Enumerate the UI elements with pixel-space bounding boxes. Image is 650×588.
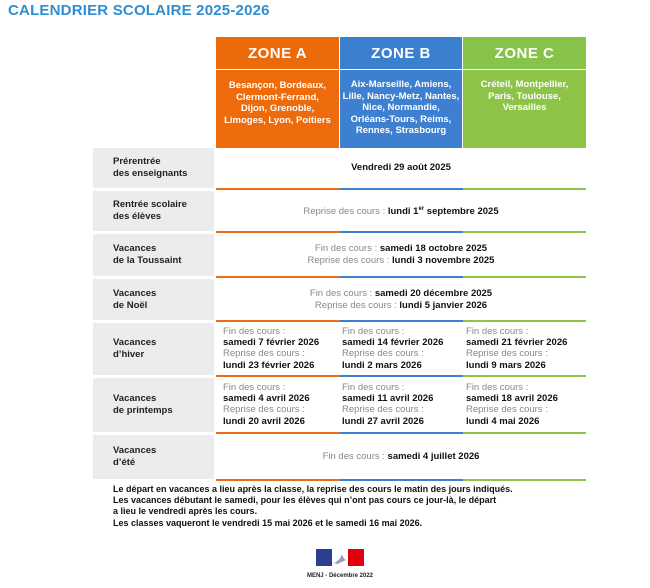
row-separator — [216, 188, 586, 190]
row-separator — [216, 231, 586, 233]
row-label-toussaint: Vacances de la Toussaint — [93, 234, 214, 276]
row-separator — [216, 479, 586, 481]
row-label-hiver: Vacances d’hiver — [93, 323, 214, 375]
row-label-printemps: Vacances de printemps — [93, 378, 214, 432]
row-separator — [216, 276, 586, 278]
row-value-rentree: Reprise des cours : lundi 1er septembre 2025 — [303, 206, 499, 218]
row-label-rentree: Rentrée scolaire des élèves — [93, 191, 214, 231]
zone-b-header: ZONE B — [340, 37, 462, 69]
zone-c-header: ZONE C — [463, 37, 586, 69]
notes — [113, 484, 513, 529]
row-label-prerentree: Prérentrée des enseignants — [93, 148, 214, 188]
printemps-zone-a: Fin des cours : samedi 4 avril 2026 Reprise des cours : lundi 20 avril 2026 — [223, 382, 310, 427]
hiver-zone-b: Fin des cours : samedi 14 février 2026 Reprise des cours : lundi 2 mars 2026 — [342, 326, 444, 371]
note-line: a lieu le vendredi après les cours. — [113, 506, 258, 517]
footer-credit: MENJ - Décembre 2022 — [306, 573, 374, 579]
note-line: Les classes vaqueront le vendredi 15 mai 2026 et le samedi 16 mai 2026. — [113, 517, 423, 528]
note-line: Le départ en vacances a lieu après la classe, la reprise des cours le matin des jours indiqués. — [113, 484, 513, 494]
row-separator — [216, 432, 586, 434]
zone-a-header: ZONE A — [216, 37, 339, 69]
printemps-zone-c: Fin des cours : samedi 18 avril 2026 Reprise des cours : lundi 4 mai 2026 — [466, 382, 558, 427]
row-separator — [216, 375, 586, 377]
zone-b-cities: Aix-Marseille, Amiens, Lille, Nancy-Metz, Nantes, Nice, Normandie, Orléans-Tours, Reims, Rennes, Strasbourg — [340, 70, 462, 148]
row-value-noel: Fin des cours : samedi 20 décembre 2025 Reprise des cours : lundi 5 janvier 2026 — [309, 287, 493, 311]
zone-a-cities: Besançon, Bordeaux, Clermont-Ferrand, Dijon, Grenoble, Limoges, Lyon, Poitiers — [216, 70, 339, 148]
row-label-ete: Vacances d’été — [93, 435, 214, 479]
row-label-noel: Vacances de Noël — [93, 279, 214, 320]
zone-c-cities: Créteil, Montpellier, Paris, Toulouse, Versailles — [463, 70, 586, 148]
printemps-zone-b: Fin des cours : samedi 11 avril 2026 Reprise des cours : lundi 27 avril 2026 — [342, 382, 434, 427]
page-title: CALENDRIER SCOLAIRE 2025-2026 — [8, 2, 270, 19]
note-line: Les vacances débutant le samedi, pour les élèves qui n’ont pas cours ce jour-là, le départ — [113, 495, 497, 506]
row-separator — [216, 320, 586, 322]
row-value-ete: Fin des cours : samedi 4 juillet 2026 — [322, 451, 480, 462]
row-value-prerentree: Vendredi 29 août 2025 — [351, 162, 451, 173]
republique-francaise-logo — [316, 549, 364, 566]
hiver-zone-c: Fin des cours : samedi 21 février 2026 Reprise des cours : lundi 9 mars 2026 — [466, 326, 568, 371]
row-value-toussaint: Fin des cours : samedi 18 octobre 2025 Reprise des cours : lundi 3 novembre 2025 — [307, 243, 495, 266]
hiver-zone-a: Fin des cours : samedi 7 février 2026 Reprise des cours : lundi 23 février 2026 — [223, 326, 320, 371]
